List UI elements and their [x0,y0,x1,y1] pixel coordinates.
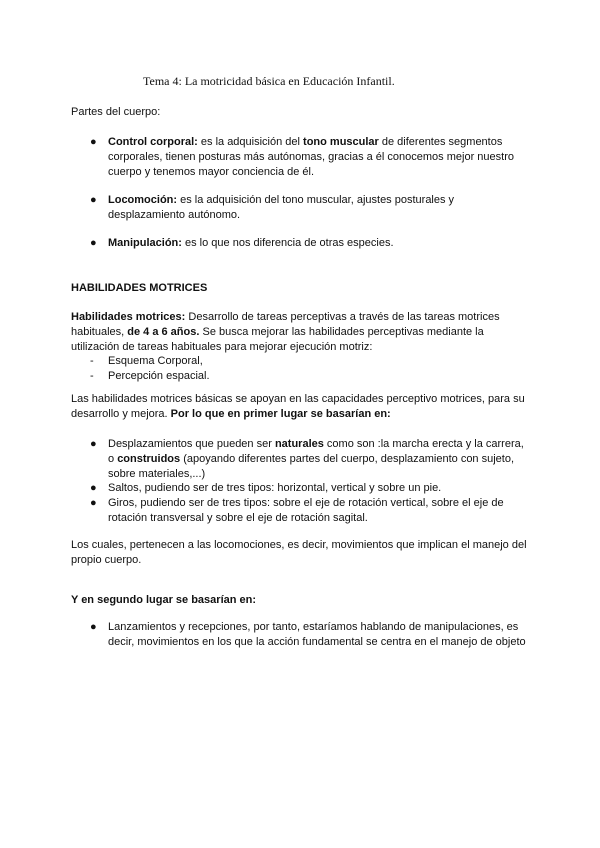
bullet-icon: ● [90,621,97,633]
list-item-lanzamientos: Lanzamientos y recepciones, por tanto, estaríamos hablando de manipulaciones, es decir, movimientos en los que la acción fundamental se centra en el manejo de objeto [108,621,526,648]
parts-heading: Partes del cuerpo: [71,106,161,118]
list-item-desplazamientos: Desplazamientos que pueden ser naturales como son :la marcha erecta y la carrera, o construidos (apoyando diferentes partes del cuerpo, desplazamiento con sujeto, sobre materiales,...) [108,438,524,480]
list-item-saltos: Saltos, pudiendo ser de tres tipos: horizontal, vertical y sobre un pie. [108,482,442,494]
bullet-icon: ● [90,136,97,148]
habilidades-paragraph: Habilidades motrices: Desarrollo de tareas perceptivas a través de las tareas motrices habituales, de 4 a 6 años. Se busca mejorar las habilidades perceptivas mediante la utilización de tareas habituales para mejorar ejecución motriz: [71,311,500,353]
document-title: Tema 4: La motricidad básica en Educación Infantil. [143,74,395,88]
dash-marker: - [90,370,94,382]
dash-item: Percepción espacial. [108,370,210,382]
bullet-icon: ● [90,194,97,206]
bullet-icon: ● [90,438,97,450]
bullet-icon: ● [90,237,97,249]
dash-marker: - [90,355,94,367]
list-item-manipulacion: Manipulación: es lo que nos diferencia de otras especies. [108,237,394,249]
dash-item: Esquema Corporal, [108,355,203,367]
second-heading: Y en segundo lugar se basarían en: [71,594,257,606]
list-item-giros: Giros, pudiendo ser de tres tipos: sobre el eje de rotación vertical, sobre el eje de rotación transversal y sobre el eje de rotación sagital. [108,497,504,524]
list-item-control-corporal: Control corporal: es la adquisición del tono muscular de diferentes segmentos corporales, tienen posturas más autónomas, gracias a él conocemos mejor nuestro cuerpo y tenemos mayor conciencia de él. [108,136,514,178]
list-item-locomocion: Locomoción: es la adquisición del tono muscular, ajustes posturales y desplazamiento autónomo. [108,194,455,221]
basic-skills-paragraph: Las habilidades motrices básicas se apoyan en las capacidades perceptivo motrices, para su desarrollo y mejora. Por lo que en primer lugar se basarían en: [71,393,525,420]
section-heading: HABILIDADES MOTRICES [71,282,208,294]
bullet-icon: ● [90,497,97,509]
locomotion-paragraph: Los cuales, pertenecen a las locomociones, es decir, movimientos que implican el manejo del propio cuerpo. [71,539,527,566]
bullet-icon: ● [90,482,97,494]
